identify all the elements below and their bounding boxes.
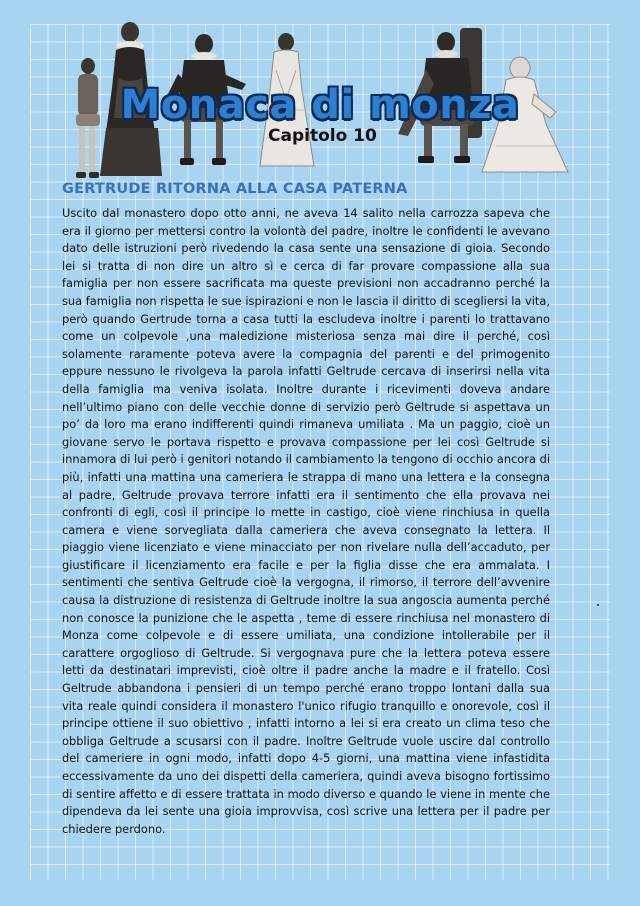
section-body-text: Uscito dal monastero dopo otto anni, ne aveva 14 salito nella carrozza sapeva che era il giorno per mettersi contro la volontà del padre, inoltre le confidenti le avevano dato delle istruzioni però rivedendo la casa sente una sensazione di gioia. Secondo lei si tratta di non dire un altro sì e cerca di far provare compassione alla sua famiglia per non essere sacrificata ma queste previsioni non accadranno perché la sua famiglia non rispetta le sue ispirazioni e non le lascia il diritto di scegliersi la vita, però quando Gertrude torna a casa tutti la escludeva inoltre i parenti lo trattavano come un colpevole ,una maledizione misteriosa senza mai dire il perché, così solamente raramente poteva avere la compagnia del parenti e del primogenito eppure nessuno le rivolgeva la parola infatti Geltrude cercava di inserirsi nella vita della famiglia ma veniva isolata. Inoltre durante i ricevimenti doveva andare nell’ultimo piano con delle vecchie donne di servizio però Geltrude si aspettava un po’ da loro ma erano indifferenti quindi rimaneva umiliata . Ma un paggio, cioè un giovane servo le portava rispetto e provava compassione per lei così Geltrude si innamora di lui però i genitori notando il cambiamento la tengono di occhio ancora di più, infatti una mattina una cameriera le strappa di mano una lettera e la consegna al padre, Geltrude provava terrore infatti era il sentimento che ella provava nei confronti di egli, così il principe lo mette in castigo, cioè viene rinchiusa in quella camera e viene sorvegliata dalla cameriera che aveva consegnato la lettera. Il piaggio viene licenziato e viene minacciato per non rivelare nulla dell’accaduto, per giustificare il licenziamento era facile e per la figlia disse che era ammalata. I sentimenti che sentiva Geltrude cioè la vergogna, il rimorso, il terrore dell’avvenire causa la distruzione di resistenza di Geltrude inoltre la sua angoscia aumenta perché non conosce la punizione che le aspetta , teme di essere rinchiusa nel monastero di Monza come colpevole e di essere umiliata, una condizione intollerabile per il carattere orgoglioso di Geltrude. Si vergognava pure che la lettera poteva essere letti da destinatari imprevisti, cioè oltre il padre anche la madre e il fratello. Così Geltrude abbandona i pensieri di un tempo perché erano troppo lontani dalla sua vita reale quindi considera il monastero l'unico rifugio tranquillo e onorevole, così il principe ottiene il suo obiettivo , infatti intorno a lei si era creato un clima teso che obbliga Geltrude a scusarsi con il padre. Inoltre Geltrude vuole uscire dal controllo del cameriere in ogni modo, infatti dopo 4-5 giorni, una mattina viene infastidita eccessivamente da uno dei dispetti della cameriera, quindi aveva bisogno fortissimo di sentire affetto e di essere trattata in modo diverso e quando le viene in mente che dipendeva da lei sente una gioia improvvisa, così scrive una lettera per il padre per chiedere perdono. [62, 206, 550, 836]
stray-dot [597, 604, 599, 606]
chapter-label: Capitolo 10 [268, 126, 377, 146]
page-title: Monaca di monza [120, 82, 520, 128]
section-heading: GERTRUDE RITORNA ALLA CASA PATERNA [62, 181, 408, 197]
